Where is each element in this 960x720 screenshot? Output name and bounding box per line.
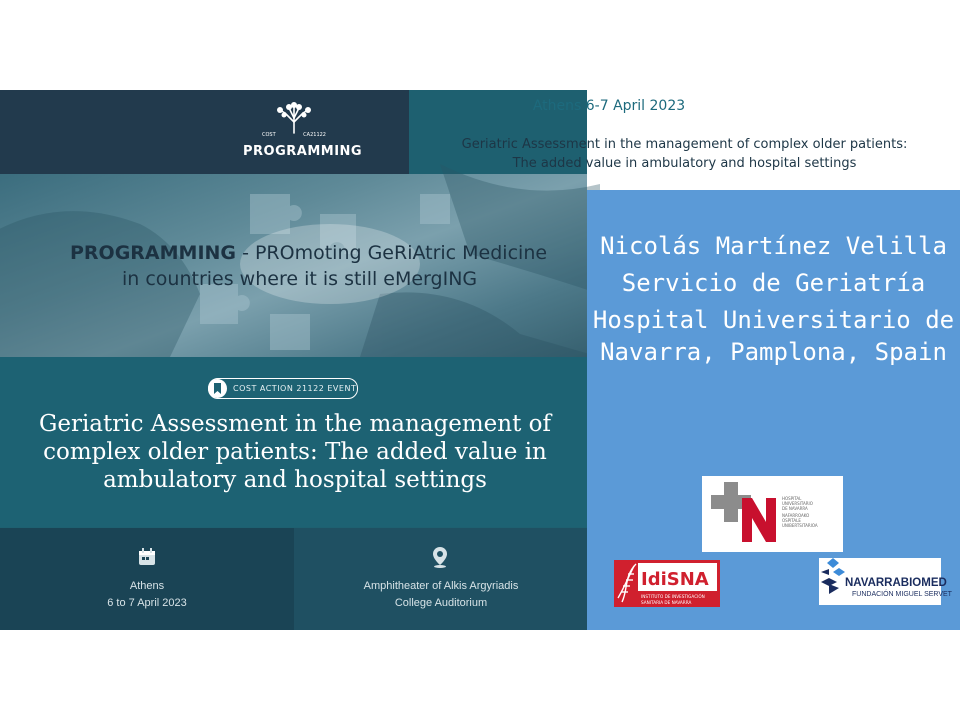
hero-image (0, 174, 587, 357)
hospital-cross-logo (702, 476, 843, 552)
logo-subtext (262, 132, 326, 138)
hospital-logo-line2: UNIVERSITARIO (782, 501, 813, 506)
header-title (409, 135, 960, 173)
event-badge (208, 378, 358, 399)
idisna-sub2: SANITARIA DE NAVARRA (641, 600, 692, 605)
navarrabiomed-arrows-logo (819, 558, 952, 605)
footer-venue-cell (294, 528, 587, 630)
hospital-logo-line6: UNIBERTSITARIOA (782, 523, 818, 528)
logo-code-label: CA21122 (303, 132, 326, 138)
footer-date-cell (0, 528, 294, 630)
hero-title-rest: - PROmoting GeRiAtric Medicine (236, 242, 548, 264)
event-footer (0, 528, 587, 630)
badge-label: COST ACTION 21122 EVENT (233, 384, 357, 393)
hospital-logo-line4: NAFARROAKO (782, 513, 810, 518)
hospital-logo-line1: HOSPITAL (782, 496, 802, 501)
logo-cost-label: COST (262, 132, 276, 138)
speaker-hospital-line2: Navarra, Pamplona, Spain (600, 338, 947, 366)
footer-venue-line2: College Auditorium (394, 597, 488, 609)
speaker-panel (587, 190, 960, 630)
event-title-line1: Geriatric Assessment in the management of (38, 411, 552, 437)
hero-title (70, 240, 570, 292)
location-pin-icon (431, 546, 449, 568)
speaker-hospital-line1: Hospital Universitario de (592, 306, 955, 334)
hospital-logo-line5: OSPITALE (782, 518, 801, 523)
navarrabiomed-logo (819, 558, 952, 605)
footer-date-line1: Athens (129, 580, 165, 592)
idisna-name: IdiSNA (641, 569, 709, 590)
speaker-info (587, 230, 960, 368)
footer-date-text (0, 578, 294, 612)
footer-venue-text (294, 578, 588, 612)
speaker-name: Nicolás Martínez Velilla (600, 232, 947, 260)
bookmark-icon (208, 379, 227, 398)
event-title-line3: ambulatory and hospital settings (103, 467, 487, 493)
hero-title-bold: PROGRAMMING (70, 242, 237, 264)
event-title-line2: complex older patients: The added value in (43, 439, 547, 465)
event-title (20, 410, 570, 494)
speaker-department: Servicio de Geriatría (621, 269, 926, 297)
header-title-line2: The added value in ambulatory and hospital settings (512, 156, 857, 171)
hospital-logo-line3: DE NAVARRA (782, 506, 808, 511)
footer-date-line2: 6 to 7 April 2023 (107, 597, 187, 609)
idisna-logo (614, 560, 720, 607)
header-title-line1: Geriatric Assessment in the management of complex older patients: (461, 137, 908, 152)
tree-icon (272, 102, 316, 134)
hospital-logo (702, 476, 843, 552)
header-date: Athens 6-7 April 2023 (532, 98, 686, 114)
programming-logo-box (0, 90, 409, 174)
hero-title-line2: in countries where it is still eMergING (122, 268, 478, 290)
navarrabiomed-sub: FUNDACIÓN MIGUEL SERVET (852, 591, 952, 598)
navarrabiomed-name: NAVARRABIOMED (845, 577, 947, 589)
calendar-icon (138, 548, 156, 566)
logo-name: PROGRAMMING (243, 144, 363, 159)
idisna-sub1: INSTITUTO DE INVESTIGACIÓN (641, 594, 705, 599)
footer-venue-line1: Amphitheater of Alkis Argyriadis (363, 580, 519, 592)
idisna-dna-logo (614, 560, 720, 607)
